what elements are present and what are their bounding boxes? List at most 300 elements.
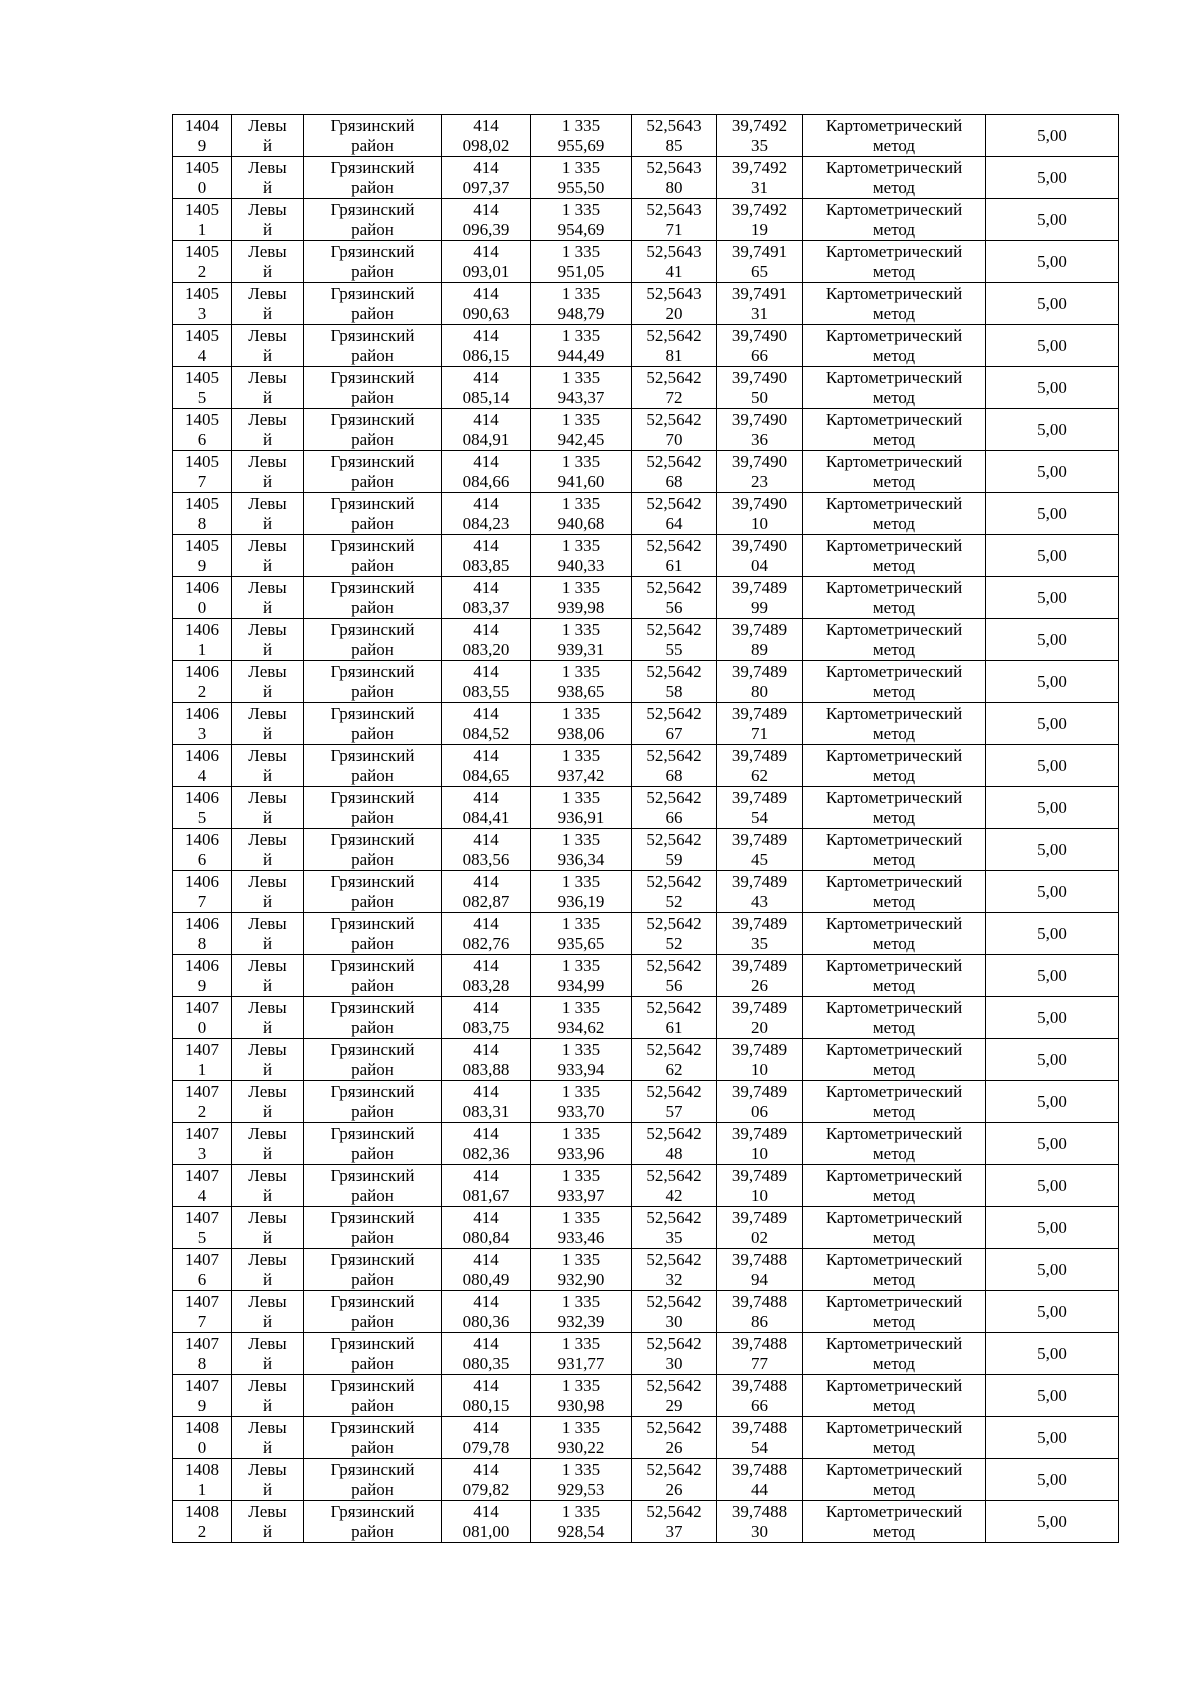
y-coordinate-cell [531,325,632,367]
point-number-text: 9 [197,555,207,575]
latitude-cell [632,451,717,493]
y-coordinate-text: 935,65 [557,933,605,953]
longitude-text: 54 [751,807,768,827]
latitude-text: 71 [665,219,683,239]
side-text: й [262,933,273,953]
method-text: метод [872,765,916,785]
table-row [173,535,1119,577]
y-coordinate-text: 1 335 [561,787,601,807]
y-coordinate-text: 955,50 [557,177,605,197]
y-coordinate-text: 936,34 [557,849,605,869]
latitude-text: 80 [665,177,683,197]
latitude-text: 52,5642 [646,871,702,891]
district-text: Грязинский [330,1417,415,1437]
x-coordinate-text: 079,78 [462,1437,510,1457]
side-text: й [262,1059,273,1079]
method-text: метод [872,303,916,323]
district-cell [304,451,442,493]
longitude-text: 65 [751,261,768,281]
district-text: район [351,723,394,743]
x-coordinate-cell [442,451,531,493]
method-cell [803,283,986,325]
latitude-text: 52,5642 [646,1081,702,1101]
accuracy-text: 5,00 [1037,167,1067,187]
district-text: район [351,765,394,785]
x-coordinate-text: 090,63 [462,303,510,323]
point-number-text: 8 [197,933,207,953]
district-text: Грязинский [330,1249,415,1269]
side-text: й [262,1521,273,1541]
y-coordinate-cell [531,787,632,829]
district-text: Грязинский [330,955,415,975]
latitude-text: 62 [665,1059,683,1079]
table-row [173,955,1119,997]
accuracy-text: 5,00 [1037,377,1067,397]
method-text: метод [872,1353,916,1373]
latitude-text: 52,5642 [646,1375,702,1395]
method-cell [803,703,986,745]
y-coordinate-cell [531,115,632,157]
table-row [173,283,1119,325]
point-number-cell [173,1039,232,1081]
accuracy-cell [986,1333,1119,1375]
x-coordinate-cell [442,1207,531,1249]
method-text: Картометрический [825,787,963,807]
district-cell [304,115,442,157]
longitude-text: 19 [751,219,768,239]
latitude-text: 52,5642 [646,493,702,513]
longitude-cell [717,1291,803,1333]
longitude-text: 31 [751,177,768,197]
point-number-text: 6 [197,849,207,869]
side-text: Левы [248,1375,287,1395]
latitude-cell [632,1039,717,1081]
method-text: Картометрический [825,1123,963,1143]
point-number-text: 1405 [185,283,219,303]
longitude-text: 35 [751,135,768,155]
x-coordinate-text: 096,39 [462,219,510,239]
x-coordinate-cell [442,577,531,619]
method-text: метод [872,1101,916,1121]
point-number-cell [173,577,232,619]
side-text: Левы [248,1039,287,1059]
point-number-text: 4 [197,1185,207,1205]
district-text: Грязинский [330,661,415,681]
latitude-text: 26 [665,1479,683,1499]
district-text: Грязинский [330,1207,415,1227]
method-cell [803,577,986,619]
point-number-cell [173,157,232,199]
point-number-cell [173,619,232,661]
x-coordinate-text: 414 [473,1375,499,1395]
side-text: й [262,1353,273,1373]
side-cell [232,1375,304,1417]
x-coordinate-cell [442,115,531,157]
y-coordinate-text: 1 335 [561,1375,601,1395]
accuracy-text: 5,00 [1037,461,1067,481]
point-number-text: 0 [197,177,207,197]
latitude-cell [632,283,717,325]
district-text: район [351,1353,394,1373]
y-coordinate-text: 1 335 [561,577,601,597]
side-text: Левы [248,787,287,807]
method-cell [803,1459,986,1501]
side-text: й [262,639,273,659]
y-coordinate-text: 1 335 [561,157,601,177]
x-coordinate-text: 414 [473,199,499,219]
method-cell [803,493,986,535]
y-coordinate-text: 934,62 [557,1017,605,1037]
x-coordinate-cell [442,535,531,577]
latitude-text: 52 [665,891,683,911]
latitude-text: 52,5642 [646,367,702,387]
latitude-text: 32 [665,1269,683,1289]
table-row [173,157,1119,199]
x-coordinate-text: 082,36 [462,1143,510,1163]
method-text: Картометрический [825,661,963,681]
point-number-cell [173,703,232,745]
longitude-cell [717,871,803,913]
method-text: Картометрический [825,1165,963,1185]
x-coordinate-text: 414 [473,1249,499,1269]
longitude-text: 39,7489 [731,577,788,597]
point-number-text: 1 [197,219,207,239]
longitude-text: 10 [751,1059,768,1079]
method-cell [803,1417,986,1459]
method-cell [803,157,986,199]
latitude-text: 81 [665,345,683,365]
district-text: район [351,1521,394,1541]
method-text: Картометрический [825,1375,963,1395]
latitude-cell [632,619,717,661]
longitude-cell [717,619,803,661]
y-coordinate-cell [531,241,632,283]
side-text: Левы [248,1333,287,1353]
table-row [173,493,1119,535]
side-text: Левы [248,1501,287,1521]
method-text: метод [872,639,916,659]
x-coordinate-cell [442,1417,531,1459]
side-text: й [262,807,273,827]
longitude-text: 86 [751,1311,768,1331]
district-cell [304,283,442,325]
x-coordinate-cell [442,661,531,703]
point-number-text: 1406 [185,703,219,723]
accuracy-cell [986,1501,1119,1543]
district-text: район [351,1143,394,1163]
side-text: Левы [248,241,287,261]
longitude-cell [717,1333,803,1375]
district-cell [304,241,442,283]
point-number-cell [173,1291,232,1333]
district-text: район [351,345,394,365]
method-text: Картометрический [825,955,963,975]
point-number-text: 2 [197,1521,207,1541]
y-coordinate-text: 932,39 [557,1311,605,1331]
accuracy-cell [986,997,1119,1039]
longitude-text: 71 [751,723,768,743]
method-cell [803,871,986,913]
point-number-text: 4 [197,345,207,365]
y-coordinate-text: 932,90 [557,1269,605,1289]
point-number-text: 1405 [185,367,219,387]
district-text: Грязинский [330,871,415,891]
method-text: Картометрический [825,619,963,639]
district-cell [304,1081,442,1123]
side-text: Левы [248,1165,287,1185]
y-coordinate-cell [531,829,632,871]
latitude-text: 52 [665,933,683,953]
latitude-text: 52,5642 [646,913,702,933]
longitude-cell [717,1459,803,1501]
point-number-text: 1406 [185,829,219,849]
latitude-cell [632,955,717,997]
longitude-text: 99 [751,597,768,617]
district-text: Грязинский [330,787,415,807]
longitude-cell [717,115,803,157]
longitude-text: 39,7489 [731,787,788,807]
district-text: район [351,1311,394,1331]
y-coordinate-text: 951,05 [557,261,605,281]
method-cell [803,1249,986,1291]
method-text: Картометрический [825,577,963,597]
latitude-text: 48 [665,1143,683,1163]
x-coordinate-text: 414 [473,913,499,933]
x-coordinate-cell [442,409,531,451]
longitude-text: 44 [751,1479,768,1499]
accuracy-cell [986,115,1119,157]
side-text: Левы [248,1207,287,1227]
table-row [173,199,1119,241]
longitude-text: 31 [751,303,768,323]
longitude-text: 30 [751,1521,768,1541]
accuracy-cell [986,199,1119,241]
latitude-cell [632,367,717,409]
latitude-text: 52,5642 [646,997,702,1017]
method-text: Картометрический [825,535,963,555]
x-coordinate-cell [442,1459,531,1501]
y-coordinate-text: 1 335 [561,115,601,135]
accuracy-text: 5,00 [1037,923,1067,943]
district-text: Грязинский [330,619,415,639]
longitude-cell [717,1375,803,1417]
point-number-text: 1406 [185,955,219,975]
method-text: метод [872,135,916,155]
latitude-text: 52,5643 [646,199,702,219]
side-text: й [262,177,273,197]
district-text: Грязинский [330,199,415,219]
longitude-text: 39,7490 [731,535,788,555]
latitude-text: 30 [665,1311,683,1331]
y-coordinate-cell [531,1501,632,1543]
longitude-text: 45 [751,849,768,869]
method-text: метод [872,1143,916,1163]
point-number-text: 7 [197,891,207,911]
district-text: район [351,471,394,491]
district-text: район [351,1101,394,1121]
table-row [173,787,1119,829]
district-cell [304,1501,442,1543]
point-number-text: 1407 [185,1123,219,1143]
longitude-text: 39,7489 [731,913,788,933]
method-cell [803,1123,986,1165]
x-coordinate-text: 414 [473,1039,499,1059]
side-cell [232,577,304,619]
longitude-text: 39,7490 [731,493,788,513]
longitude-cell [717,1501,803,1543]
latitude-text: 20 [665,303,683,323]
y-coordinate-cell [531,703,632,745]
point-number-text: 1406 [185,745,219,765]
point-number-cell [173,955,232,997]
x-coordinate-cell [442,493,531,535]
point-number-text: 1 [197,1059,207,1079]
accuracy-cell [986,1249,1119,1291]
method-text: метод [872,429,916,449]
point-number-text: 6 [197,1269,207,1289]
accuracy-cell [986,1123,1119,1165]
longitude-text: 10 [751,513,768,533]
side-text: й [262,975,273,995]
district-text: район [351,933,394,953]
longitude-text: 36 [751,429,768,449]
point-number-text: 1407 [185,1039,219,1059]
longitude-text: 39,7489 [731,829,788,849]
method-text: метод [872,1395,916,1415]
side-text: Левы [248,829,287,849]
accuracy-cell [986,1039,1119,1081]
point-number-cell [173,1417,232,1459]
longitude-text: 04 [751,555,768,575]
accuracy-text: 5,00 [1037,671,1067,691]
side-text: й [262,429,273,449]
longitude-text: 50 [751,387,768,407]
x-coordinate-text: 414 [473,367,499,387]
side-text: й [262,303,273,323]
longitude-text: 39,7489 [731,871,788,891]
longitude-text: 39,7489 [731,703,788,723]
x-coordinate-text: 414 [473,1291,499,1311]
y-coordinate-text: 934,99 [557,975,605,995]
side-text: Левы [248,703,287,723]
district-text: район [351,849,394,869]
x-coordinate-text: 084,41 [462,807,510,827]
district-cell [304,1417,442,1459]
district-cell [304,703,442,745]
longitude-text: 39,7489 [731,1165,788,1185]
side-text: Левы [248,1123,287,1143]
point-number-text: 1405 [185,325,219,345]
method-text: Картометрический [825,1417,963,1437]
accuracy-text: 5,00 [1037,251,1067,271]
method-cell [803,409,986,451]
side-cell [232,535,304,577]
latitude-text: 52,5642 [646,1249,702,1269]
method-text: Картометрический [825,157,963,177]
method-text: Картометрический [825,283,963,303]
latitude-cell [632,1291,717,1333]
latitude-cell [632,535,717,577]
latitude-cell [632,1123,717,1165]
point-number-cell [173,283,232,325]
district-text: Грязинский [330,115,415,135]
longitude-cell [717,1249,803,1291]
method-cell [803,997,986,1039]
y-coordinate-cell [531,1207,632,1249]
side-text: Левы [248,1291,287,1311]
y-coordinate-text: 940,68 [557,513,605,533]
latitude-cell [632,1501,717,1543]
accuracy-cell [986,913,1119,955]
latitude-text: 52,5643 [646,115,702,135]
point-number-text: 1408 [185,1459,219,1479]
y-coordinate-text: 955,69 [557,135,605,155]
side-text: Левы [248,283,287,303]
longitude-text: 39,7488 [731,1333,788,1353]
method-cell [803,913,986,955]
x-coordinate-text: 414 [473,661,499,681]
method-text: Картометрический [825,1039,963,1059]
longitude-text: 20 [751,1017,768,1037]
district-text: район [351,1017,394,1037]
method-text: Картометрический [825,871,963,891]
method-cell [803,451,986,493]
method-text: метод [872,1479,916,1499]
y-coordinate-text: 948,79 [557,303,605,323]
y-coordinate-text: 941,60 [557,471,605,491]
accuracy-cell [986,1291,1119,1333]
point-number-text: 0 [197,1017,207,1037]
latitude-text: 56 [665,975,683,995]
side-text: й [262,597,273,617]
y-coordinate-cell [531,451,632,493]
latitude-text: 68 [665,471,683,491]
side-cell [232,1123,304,1165]
latitude-cell [632,871,717,913]
x-coordinate-cell [442,1291,531,1333]
x-coordinate-cell [442,367,531,409]
side-cell [232,325,304,367]
longitude-text: 66 [751,345,768,365]
latitude-text: 72 [665,387,683,407]
side-cell [232,661,304,703]
x-coordinate-text: 414 [473,241,499,261]
y-coordinate-cell [531,283,632,325]
accuracy-cell [986,703,1119,745]
district-cell [304,1291,442,1333]
point-number-text: 2 [197,261,207,281]
method-text: Картометрический [825,1207,963,1227]
accuracy-cell [986,409,1119,451]
side-cell [232,787,304,829]
latitude-text: 52,5642 [646,619,702,639]
table-row [173,115,1119,157]
x-coordinate-cell [442,1249,531,1291]
y-coordinate-cell [531,1291,632,1333]
accuracy-text: 5,00 [1037,797,1067,817]
district-text: Грязинский [330,577,415,597]
y-coordinate-text: 1 335 [561,703,601,723]
accuracy-text: 5,00 [1037,503,1067,523]
latitude-cell [632,577,717,619]
side-cell [232,745,304,787]
x-coordinate-cell [442,1501,531,1543]
y-coordinate-text: 928,54 [557,1521,605,1541]
y-coordinate-text: 930,98 [557,1395,605,1415]
point-number-text: 1404 [185,115,219,135]
x-coordinate-text: 083,55 [462,681,510,701]
x-coordinate-cell [442,283,531,325]
